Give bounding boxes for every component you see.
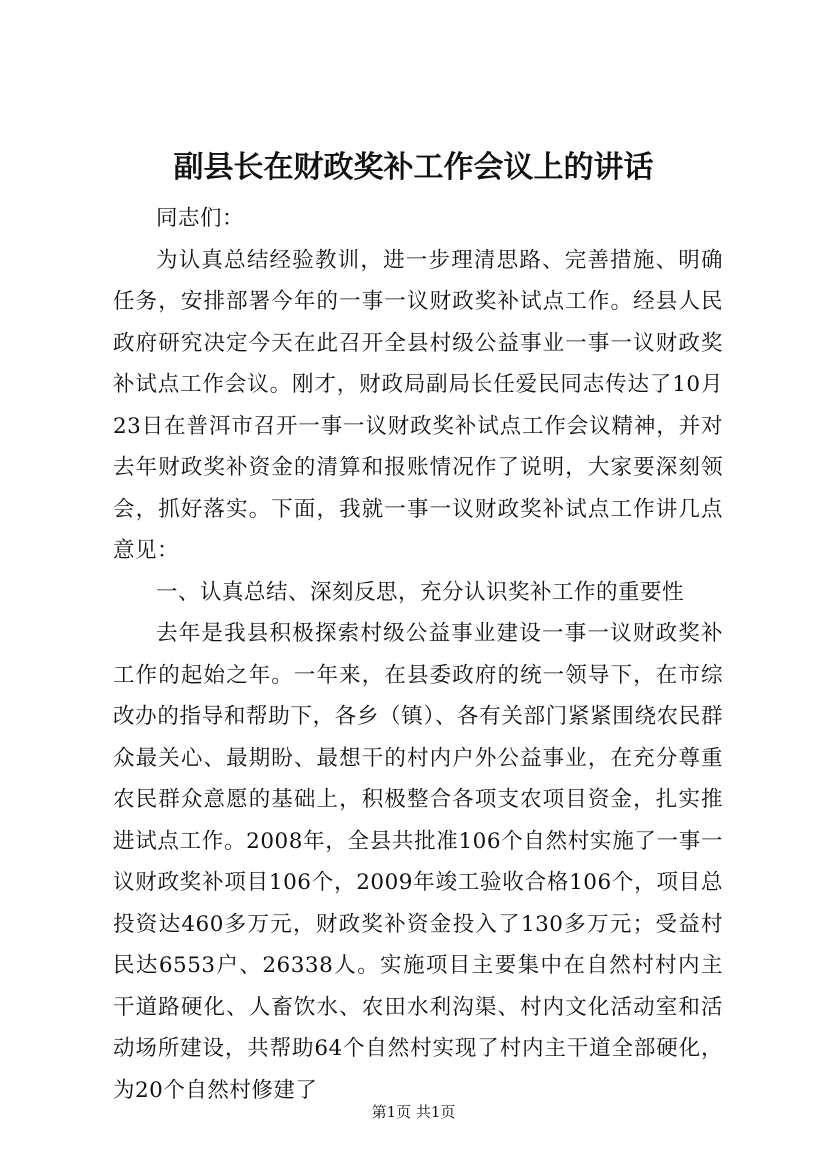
body-paragraph: 去年是我县积极探索村级公益事业建设一事一议财政奖补工作的起始之年。一年来，在县委政府的统一领导下，在市综改办的指导和帮助下，各乡（镇）、各有关部门紧紧围绕农民群众最关心、最期盼、最想干的村内户外公益事业，在充分尊重农民群众意愿的基础上，积极整合各项支农项目资金，扎实推进试点工作。2008年，全县共批准106个自然村实施了一事一议财政奖补项目106个，2009年竣工验收合格106个，项目总投资达460多万元，财政奖补资金投入了130多万元；受益村民达6553户、26338人。实施项目主要集中在自然村村内主干道路硬化、人畜饮水、农田水利沟渠、村内文化活动室和活动场所建设，共帮助64个自然村实现了村内主干道全部硬化，为20个自然村修建了 — [113, 621, 723, 1103]
document-title: 副县长在财政奖补工作会议上的讲话 — [173, 150, 654, 185]
body-paragraph: 为认真总结经验教训，进一步理清思路、完善措施、明确任务，安排部署今年的一事一议财政奖补试点工作。经县人民政府研究决定今天在此召开全县村级公益事业一事一议财政奖补试点工作会议。刚才，财政局副局长任爱民同志传达了10月23日在普洱市召开一事一议财政奖补试点工作会议精神，并对去年财政奖补资金的清算和报账情况作了说明，大家要深刻领会，抓好落实。下面，我就一事一议财政奖补试点工作讲几点意见： — [113, 247, 723, 563]
salutation: 同志们： — [156, 206, 245, 231]
document-body — [113, 198, 723, 1111]
page-footer: 第1页 共1页 — [371, 1103, 456, 1121]
section-heading: 一、认真总结、深刻反思，充分认识奖补工作的重要性 — [156, 579, 685, 605]
